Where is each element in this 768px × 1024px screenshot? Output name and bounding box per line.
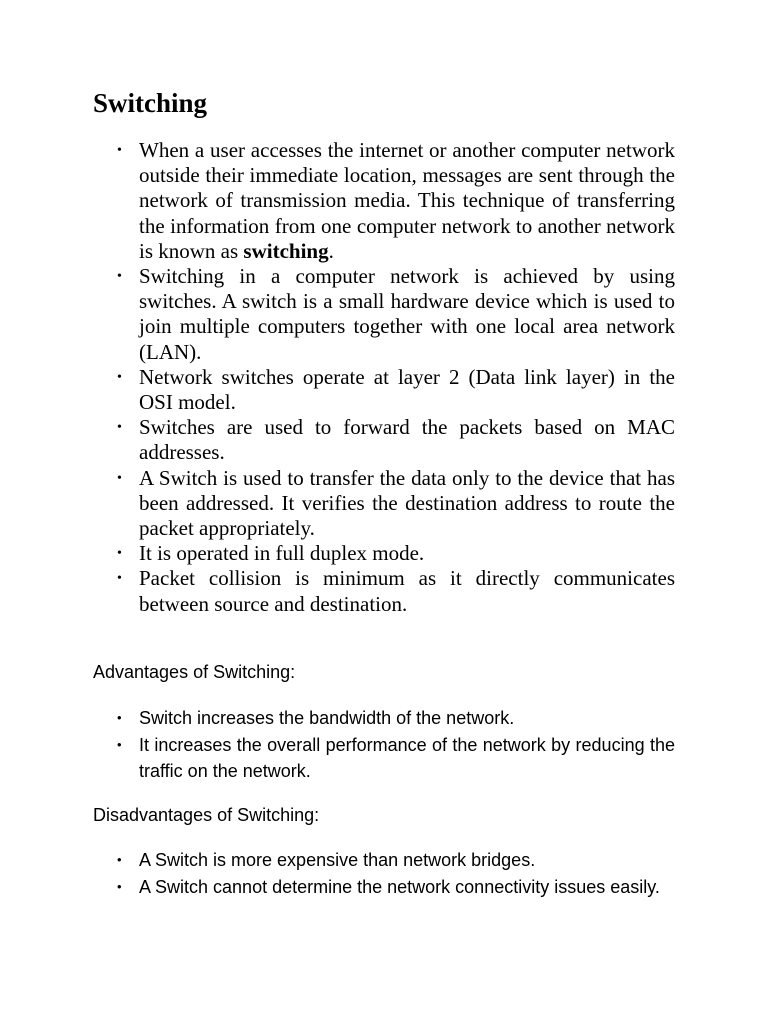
list-item: • A Switch cannot determine the network connectivity issues easily. xyxy=(139,874,675,901)
disadvantages-heading: Disadvantages of Switching: xyxy=(93,805,320,825)
bold-term: switching xyxy=(243,238,329,263)
list-item: • Switching in a computer network is achieved by using switches. A switch is a small hardware device which is used to join multiple computers together with one local area network (LAN). xyxy=(139,264,675,365)
list-item: • It is operated in full duplex mode. xyxy=(139,541,675,566)
list-item-text: When a user accesses the internet or another computer network outside their immediate location, messages are sent through the network of transmission media. This technique of transferring the information from one computer network to another network is known as xyxy=(139,138,675,263)
switching-points-list xyxy=(139,138,675,617)
list-item: • It increases the overall performance of the network by reducing the traffic on the network. xyxy=(139,732,675,785)
list-item: • Switches are used to forward the packets based on MAC addresses. xyxy=(139,415,675,465)
list-item-text: . xyxy=(328,238,334,263)
page-title: Switching xyxy=(93,88,208,118)
list-item: • Network switches operate at layer 2 (Data link layer) in the OSI model. xyxy=(139,365,675,415)
advantages-heading: Advantages of Switching: xyxy=(93,662,296,682)
list-item: • Switch increases the bandwidth of the network. xyxy=(139,705,675,732)
list-item: • Packet collision is minimum as it directly communicates between source and destination. xyxy=(139,566,675,616)
list-item xyxy=(139,138,675,264)
disadvantages-list xyxy=(139,847,675,900)
list-item: • A Switch is used to transfer the data only to the device that has been addressed. It verifies the destination address to route the packet appropriately. xyxy=(139,466,675,542)
list-item: • A Switch is more expensive than network bridges. xyxy=(139,847,675,874)
advantages-list xyxy=(139,705,675,785)
